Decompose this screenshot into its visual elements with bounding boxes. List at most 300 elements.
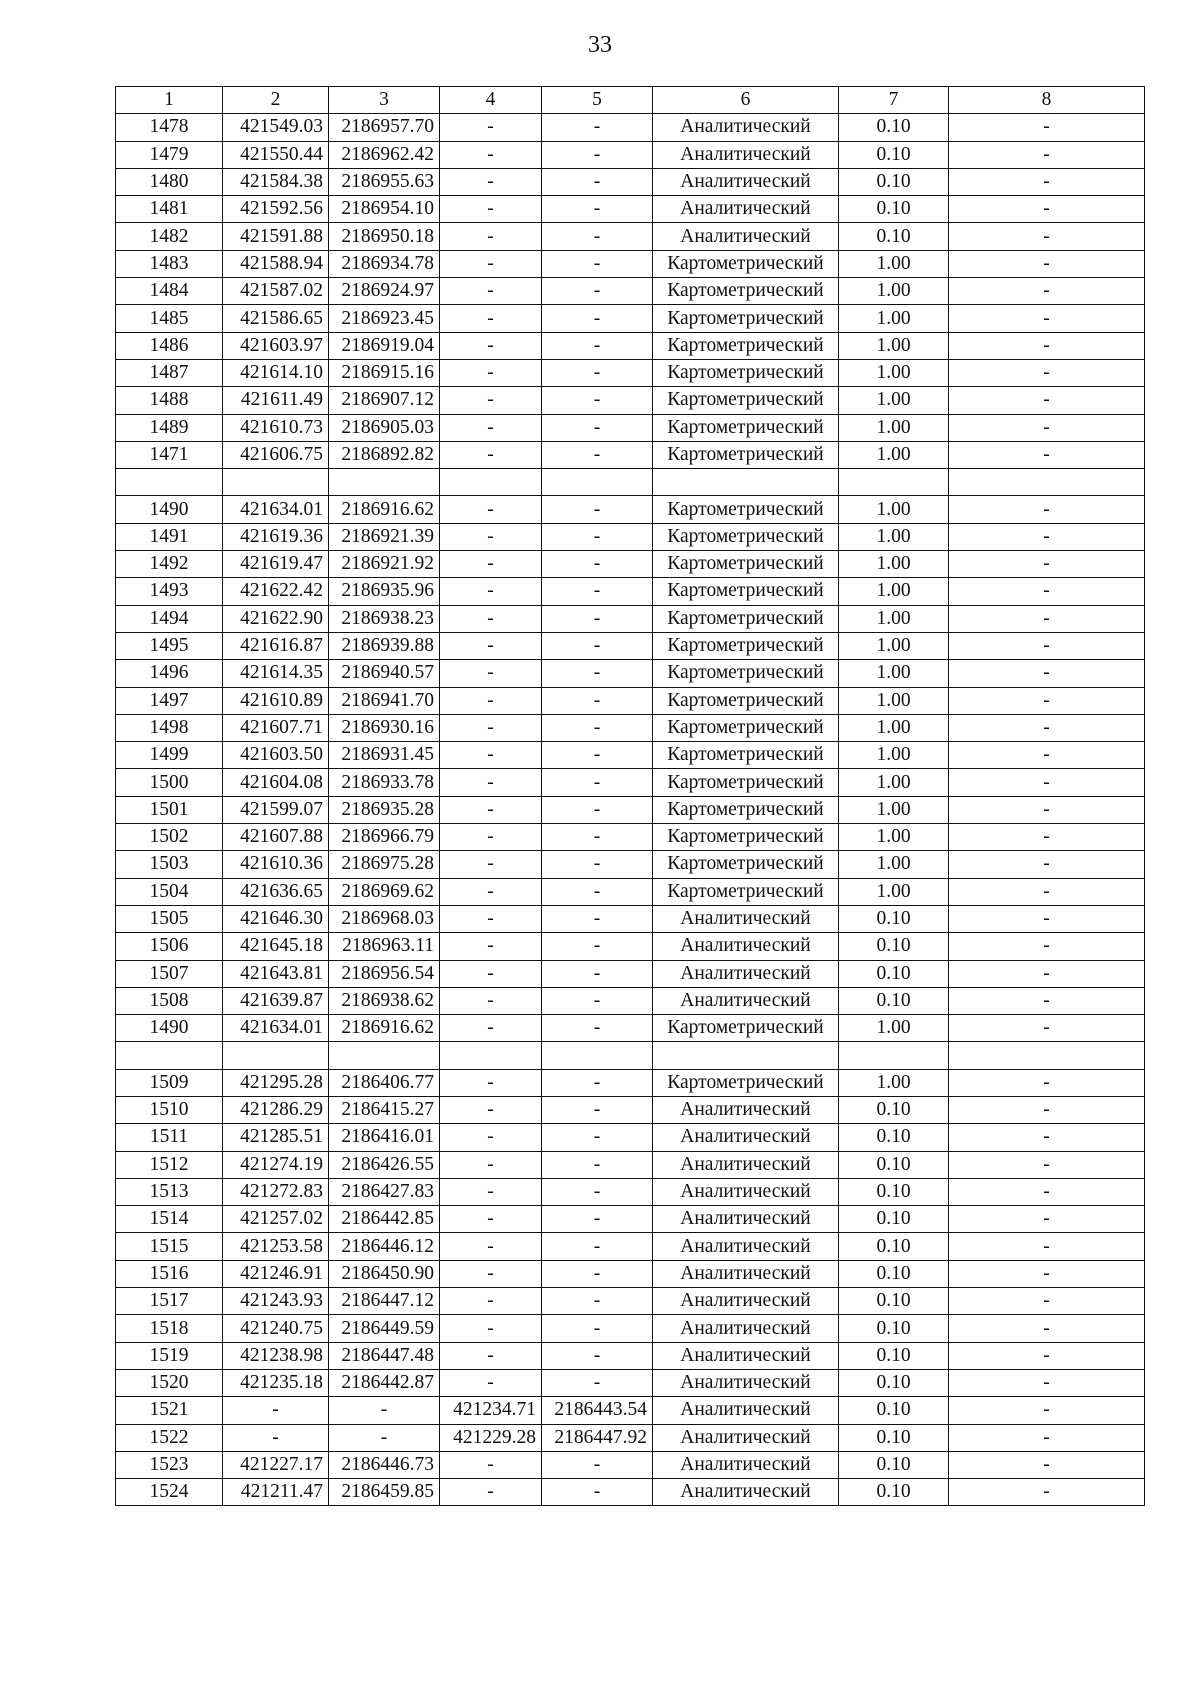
y-coord-cell: 2186447.12 <box>329 1288 440 1315</box>
description-cell: - <box>949 878 1145 905</box>
method-cell: Картометрический <box>653 523 839 550</box>
accuracy-cell: 0.10 <box>839 1451 949 1478</box>
x-coord-cell: 421639.87 <box>223 987 329 1014</box>
accuracy-cell: 1.00 <box>839 441 949 468</box>
description-cell: - <box>949 1206 1145 1233</box>
y-coord-cell: 2186931.45 <box>329 742 440 769</box>
description-cell: - <box>949 551 1145 578</box>
y-coord-alt-cell: - <box>542 1479 653 1506</box>
x-coord-alt-cell: - <box>440 1479 542 1506</box>
accuracy-cell: 1.00 <box>839 660 949 687</box>
x-coord-alt-cell: - <box>440 1124 542 1151</box>
y-coord-cell: 2186938.62 <box>329 987 440 1014</box>
x-coord-alt-cell: - <box>440 278 542 305</box>
y-coord-cell: 2186442.85 <box>329 1206 440 1233</box>
point-number-cell: 1522 <box>116 1424 223 1451</box>
x-coord-cell: 421285.51 <box>223 1124 329 1151</box>
point-number-cell: 1482 <box>116 223 223 250</box>
y-coord-cell: 2186940.57 <box>329 660 440 687</box>
y-coord-alt-cell: - <box>542 196 653 223</box>
table-row <box>116 250 1145 277</box>
x-coord-alt-cell: - <box>440 1342 542 1369</box>
x-coord-cell: 421634.01 <box>223 496 329 523</box>
point-number-cell: 1518 <box>116 1315 223 1342</box>
x-coord-cell: 421246.91 <box>223 1260 329 1287</box>
x-coord-cell: - <box>223 1424 329 1451</box>
x-coord-alt-cell: - <box>440 632 542 659</box>
x-coord-alt-cell: - <box>440 851 542 878</box>
point-number-cell: 1490 <box>116 1015 223 1042</box>
method-cell <box>653 469 839 496</box>
accuracy-cell: 0.10 <box>839 1206 949 1233</box>
table-row <box>116 1424 1145 1451</box>
y-coord-alt-cell: - <box>542 1178 653 1205</box>
description-cell: - <box>949 196 1145 223</box>
y-coord-alt-cell: - <box>542 687 653 714</box>
x-coord-cell: 421646.30 <box>223 905 329 932</box>
header-cell: 6 <box>653 87 839 114</box>
y-coord-alt-cell: - <box>542 1260 653 1287</box>
description-cell: - <box>949 496 1145 523</box>
point-number-cell: 1501 <box>116 796 223 823</box>
table-row <box>116 578 1145 605</box>
description-cell: - <box>949 278 1145 305</box>
y-coord-cell: 2186449.59 <box>329 1315 440 1342</box>
table-row <box>116 987 1145 1014</box>
y-coord-alt-cell: - <box>542 496 653 523</box>
description-cell: - <box>949 1424 1145 1451</box>
x-coord-alt-cell: - <box>440 114 542 141</box>
point-number-cell: 1490 <box>116 496 223 523</box>
x-coord-cell: 421549.03 <box>223 114 329 141</box>
accuracy-cell <box>839 1042 949 1069</box>
accuracy-cell: 0.10 <box>839 1124 949 1151</box>
x-coord-alt-cell: - <box>440 359 542 386</box>
y-coord-cell: - <box>329 1424 440 1451</box>
y-coord-alt-cell: - <box>542 168 653 195</box>
description-cell: - <box>949 332 1145 359</box>
y-coord-alt-cell: - <box>542 387 653 414</box>
accuracy-cell: 0.10 <box>839 1342 949 1369</box>
y-coord-cell: 2186935.28 <box>329 796 440 823</box>
point-number-cell: 1512 <box>116 1151 223 1178</box>
table-row <box>116 332 1145 359</box>
method-cell: Аналитический <box>653 1288 839 1315</box>
x-coord-alt-cell: - <box>440 605 542 632</box>
description-cell: - <box>949 851 1145 878</box>
description-cell: - <box>949 632 1145 659</box>
y-coord-alt-cell: - <box>542 960 653 987</box>
y-coord-alt-cell: - <box>542 578 653 605</box>
x-coord-alt-cell: - <box>440 1206 542 1233</box>
x-coord-alt-cell: - <box>440 1233 542 1260</box>
y-coord-alt-cell: - <box>542 987 653 1014</box>
y-coord-alt-cell: - <box>542 1315 653 1342</box>
accuracy-cell: 0.10 <box>839 1178 949 1205</box>
table-row <box>116 1233 1145 1260</box>
point-number-cell: 1488 <box>116 387 223 414</box>
point-number-cell: 1507 <box>116 960 223 987</box>
x-coord-alt-cell: - <box>440 1069 542 1096</box>
accuracy-cell: 0.10 <box>839 114 949 141</box>
table-row <box>116 168 1145 195</box>
y-coord-cell: 2186938.23 <box>329 605 440 632</box>
method-cell: Картометрический <box>653 632 839 659</box>
y-coord-alt-cell <box>542 469 653 496</box>
table-row <box>116 1342 1145 1369</box>
method-cell: Аналитический <box>653 1479 839 1506</box>
y-coord-cell: 2186442.87 <box>329 1369 440 1396</box>
accuracy-cell: 0.10 <box>839 987 949 1014</box>
point-number-cell: 1513 <box>116 1178 223 1205</box>
point-number-cell: 1485 <box>116 305 223 332</box>
table-row <box>116 632 1145 659</box>
x-coord-alt-cell: - <box>440 1369 542 1396</box>
method-cell: Картометрический <box>653 414 839 441</box>
y-coord-alt-cell: - <box>542 1451 653 1478</box>
x-coord-cell: 421586.65 <box>223 305 329 332</box>
accuracy-cell: 1.00 <box>839 824 949 851</box>
accuracy-cell: 1.00 <box>839 1015 949 1042</box>
point-number-cell: 1479 <box>116 141 223 168</box>
description-cell: - <box>949 1233 1145 1260</box>
accuracy-cell: 1.00 <box>839 578 949 605</box>
header-cell: 8 <box>949 87 1145 114</box>
y-coord-alt-cell: - <box>542 1288 653 1315</box>
table-row <box>116 960 1145 987</box>
y-coord-alt-cell: - <box>542 332 653 359</box>
point-number-cell: 1480 <box>116 168 223 195</box>
point-number-cell: 1471 <box>116 441 223 468</box>
accuracy-cell: 0.10 <box>839 1096 949 1123</box>
accuracy-cell: 1.00 <box>839 414 949 441</box>
accuracy-cell: 0.10 <box>839 1369 949 1396</box>
table-row <box>116 1069 1145 1096</box>
method-cell: Картометрический <box>653 687 839 714</box>
point-number-cell: 1484 <box>116 278 223 305</box>
description-cell <box>949 469 1145 496</box>
accuracy-cell: 0.10 <box>839 1233 949 1260</box>
table-row <box>116 1397 1145 1424</box>
y-coord-alt-cell: - <box>542 933 653 960</box>
x-coord-alt-cell <box>440 469 542 496</box>
method-cell: Картометрический <box>653 714 839 741</box>
point-number-cell <box>116 1042 223 1069</box>
table-row <box>116 414 1145 441</box>
y-coord-cell: 2186921.39 <box>329 523 440 550</box>
y-coord-cell: 2186459.85 <box>329 1479 440 1506</box>
description-cell: - <box>949 796 1145 823</box>
x-coord-alt-cell: - <box>440 496 542 523</box>
method-cell: Картометрический <box>653 496 839 523</box>
accuracy-cell: 0.10 <box>839 1288 949 1315</box>
x-coord-alt-cell: - <box>440 250 542 277</box>
description-cell: - <box>949 905 1145 932</box>
x-coord-alt-cell: - <box>440 441 542 468</box>
x-coord-alt-cell: - <box>440 878 542 905</box>
method-cell: Аналитический <box>653 1315 839 1342</box>
x-coord-alt-cell: - <box>440 1451 542 1478</box>
description-cell: - <box>949 824 1145 851</box>
accuracy-cell: 1.00 <box>839 878 949 905</box>
method-cell: Картометрический <box>653 878 839 905</box>
y-coord-cell: 2186446.12 <box>329 1233 440 1260</box>
accuracy-cell: 0.10 <box>839 1424 949 1451</box>
point-number-cell: 1502 <box>116 824 223 851</box>
accuracy-cell: 1.00 <box>839 632 949 659</box>
table-row <box>116 223 1145 250</box>
method-cell: Аналитический <box>653 1233 839 1260</box>
x-coord-alt-cell: - <box>440 196 542 223</box>
y-coord-cell: - <box>329 1397 440 1424</box>
method-cell: Картометрический <box>653 742 839 769</box>
x-coord-alt-cell: - <box>440 332 542 359</box>
x-coord-cell: 421295.28 <box>223 1069 329 1096</box>
method-cell: Аналитический <box>653 1151 839 1178</box>
x-coord-cell: - <box>223 1397 329 1424</box>
point-number-cell: 1515 <box>116 1233 223 1260</box>
x-coord-alt-cell: - <box>440 824 542 851</box>
y-coord-cell: 2186934.78 <box>329 250 440 277</box>
description-cell: - <box>949 523 1145 550</box>
accuracy-cell: 0.10 <box>839 1479 949 1506</box>
x-coord-alt-cell: - <box>440 414 542 441</box>
y-coord-cell: 2186406.77 <box>329 1069 440 1096</box>
accuracy-cell: 0.10 <box>839 960 949 987</box>
x-coord-cell: 421272.83 <box>223 1178 329 1205</box>
y-coord-alt-cell: - <box>542 905 653 932</box>
table-row <box>116 1151 1145 1178</box>
table-row <box>116 441 1145 468</box>
y-coord-alt-cell: - <box>542 742 653 769</box>
y-coord-alt-cell: - <box>542 605 653 632</box>
description-cell: - <box>949 141 1145 168</box>
x-coord-alt-cell: - <box>440 168 542 195</box>
x-coord-cell: 421607.88 <box>223 824 329 851</box>
table-row <box>116 551 1145 578</box>
method-cell: Картометрический <box>653 1015 839 1042</box>
table-row <box>116 278 1145 305</box>
point-number-cell: 1517 <box>116 1288 223 1315</box>
y-coord-alt-cell: - <box>542 141 653 168</box>
accuracy-cell: 1.00 <box>839 278 949 305</box>
method-cell: Аналитический <box>653 1451 839 1478</box>
point-number-cell: 1516 <box>116 1260 223 1287</box>
x-coord-cell: 421274.19 <box>223 1151 329 1178</box>
y-coord-cell: 2186892.82 <box>329 441 440 468</box>
point-number-cell: 1483 <box>116 250 223 277</box>
x-coord-cell: 421610.73 <box>223 414 329 441</box>
x-coord-cell: 421616.87 <box>223 632 329 659</box>
table-row <box>116 605 1145 632</box>
method-cell: Аналитический <box>653 960 839 987</box>
table-separator-row <box>116 1042 1145 1069</box>
point-number-cell: 1497 <box>116 687 223 714</box>
accuracy-cell: 1.00 <box>839 687 949 714</box>
x-coord-cell: 421643.81 <box>223 960 329 987</box>
y-coord-cell: 2186962.42 <box>329 141 440 168</box>
table-body <box>116 87 1145 1506</box>
y-coord-cell: 2186416.01 <box>329 1124 440 1151</box>
x-coord-cell: 421645.18 <box>223 933 329 960</box>
x-coord-cell: 421610.89 <box>223 687 329 714</box>
x-coord-cell: 421614.35 <box>223 660 329 687</box>
y-coord-alt-cell: - <box>542 223 653 250</box>
x-coord-alt-cell <box>440 1042 542 1069</box>
point-number-cell: 1520 <box>116 1369 223 1396</box>
y-coord-cell: 2186924.97 <box>329 278 440 305</box>
table-row <box>116 1206 1145 1233</box>
y-coord-cell: 2186954.10 <box>329 196 440 223</box>
y-coord-alt-cell: - <box>542 851 653 878</box>
x-coord-cell: 421591.88 <box>223 223 329 250</box>
x-coord-alt-cell: - <box>440 387 542 414</box>
y-coord-alt-cell: - <box>542 523 653 550</box>
table-row <box>116 305 1145 332</box>
y-coord-cell: 2186447.48 <box>329 1342 440 1369</box>
x-coord-cell: 421636.65 <box>223 878 329 905</box>
description-cell: - <box>949 414 1145 441</box>
y-coord-cell: 2186905.03 <box>329 414 440 441</box>
y-coord-cell: 2186427.83 <box>329 1178 440 1205</box>
x-coord-cell <box>223 469 329 496</box>
table-row <box>116 660 1145 687</box>
point-number-cell: 1519 <box>116 1342 223 1369</box>
y-coord-alt-cell <box>542 1042 653 1069</box>
table-row <box>116 1315 1145 1342</box>
x-coord-alt-cell: - <box>440 742 542 769</box>
x-coord-cell: 421227.17 <box>223 1451 329 1478</box>
point-number-cell: 1486 <box>116 332 223 359</box>
table-row <box>116 714 1145 741</box>
description-cell <box>949 1042 1145 1069</box>
description-cell: - <box>949 1096 1145 1123</box>
x-coord-cell: 421243.93 <box>223 1288 329 1315</box>
description-cell: - <box>949 1397 1145 1424</box>
y-coord-cell: 2186916.62 <box>329 496 440 523</box>
description-cell: - <box>949 1479 1145 1506</box>
accuracy-cell: 0.10 <box>839 1315 949 1342</box>
y-coord-alt-cell: - <box>542 660 653 687</box>
table-row <box>116 1015 1145 1042</box>
point-number-cell: 1504 <box>116 878 223 905</box>
header-cell: 5 <box>542 87 653 114</box>
x-coord-alt-cell: - <box>440 660 542 687</box>
x-coord-cell: 421599.07 <box>223 796 329 823</box>
table-row <box>116 905 1145 932</box>
x-coord-alt-cell: - <box>440 1151 542 1178</box>
table-row <box>116 824 1145 851</box>
x-coord-alt-cell: - <box>440 714 542 741</box>
y-coord-cell: 2186956.54 <box>329 960 440 987</box>
y-coord-cell: 2186907.12 <box>329 387 440 414</box>
x-coord-cell: 421235.18 <box>223 1369 329 1396</box>
description-cell: - <box>949 1015 1145 1042</box>
table-row <box>116 742 1145 769</box>
y-coord-alt-cell: - <box>542 305 653 332</box>
x-coord-alt-cell: - <box>440 905 542 932</box>
method-cell: Аналитический <box>653 1369 839 1396</box>
accuracy-cell: 1.00 <box>839 605 949 632</box>
y-coord-cell: 2186941.70 <box>329 687 440 714</box>
y-coord-cell: 2186916.62 <box>329 1015 440 1042</box>
point-number-cell: 1521 <box>116 1397 223 1424</box>
table-row <box>116 796 1145 823</box>
y-coord-alt-cell: - <box>542 441 653 468</box>
y-coord-cell: 2186975.28 <box>329 851 440 878</box>
accuracy-cell: 1.00 <box>839 1069 949 1096</box>
table-row <box>116 1479 1145 1506</box>
description-cell: - <box>949 1178 1145 1205</box>
method-cell: Аналитический <box>653 1206 839 1233</box>
x-coord-cell: 421550.44 <box>223 141 329 168</box>
description-cell: - <box>949 1451 1145 1478</box>
accuracy-cell: 0.10 <box>839 141 949 168</box>
y-coord-alt-cell: - <box>542 769 653 796</box>
header-cell: 7 <box>839 87 949 114</box>
description-cell: - <box>949 250 1145 277</box>
y-coord-cell: 2186968.03 <box>329 905 440 932</box>
table-row <box>116 1369 1145 1396</box>
description-cell: - <box>949 714 1145 741</box>
x-coord-cell: 421622.42 <box>223 578 329 605</box>
method-cell: Картометрический <box>653 387 839 414</box>
coordinates-table <box>115 86 1145 1506</box>
x-coord-cell: 421619.36 <box>223 523 329 550</box>
y-coord-cell: 2186966.79 <box>329 824 440 851</box>
y-coord-alt-cell: 2186447.92 <box>542 1424 653 1451</box>
method-cell: Картометрический <box>653 796 839 823</box>
accuracy-cell: 1.00 <box>839 387 949 414</box>
description-cell: - <box>949 1288 1145 1315</box>
method-cell: Аналитический <box>653 1124 839 1151</box>
accuracy-cell: 0.10 <box>839 905 949 932</box>
method-cell: Картометрический <box>653 660 839 687</box>
point-number-cell: 1494 <box>116 605 223 632</box>
x-coord-alt-cell: - <box>440 1096 542 1123</box>
description-cell: - <box>949 769 1145 796</box>
description-cell: - <box>949 687 1145 714</box>
method-cell: Картометрический <box>653 250 839 277</box>
table-row <box>116 1124 1145 1151</box>
table-header-row <box>116 87 1145 114</box>
point-number-cell: 1478 <box>116 114 223 141</box>
table-row <box>116 851 1145 878</box>
point-number-cell: 1493 <box>116 578 223 605</box>
x-coord-alt-cell: - <box>440 305 542 332</box>
x-coord-cell: 421587.02 <box>223 278 329 305</box>
accuracy-cell: 1.00 <box>839 796 949 823</box>
method-cell: Аналитический <box>653 1096 839 1123</box>
point-number-cell: 1489 <box>116 414 223 441</box>
description-cell: - <box>949 960 1145 987</box>
point-number-cell: 1524 <box>116 1479 223 1506</box>
table-row <box>116 1451 1145 1478</box>
point-number-cell: 1511 <box>116 1124 223 1151</box>
method-cell <box>653 1042 839 1069</box>
y-coord-alt-cell: - <box>542 414 653 441</box>
x-coord-alt-cell: - <box>440 987 542 1014</box>
x-coord-cell <box>223 1042 329 1069</box>
y-coord-alt-cell: - <box>542 1096 653 1123</box>
point-number-cell <box>116 469 223 496</box>
point-number-cell: 1505 <box>116 905 223 932</box>
x-coord-cell: 421253.58 <box>223 1233 329 1260</box>
y-coord-cell: 2186921.92 <box>329 551 440 578</box>
x-coord-cell: 421257.02 <box>223 1206 329 1233</box>
y-coord-cell: 2186935.96 <box>329 578 440 605</box>
description-cell: - <box>949 223 1145 250</box>
